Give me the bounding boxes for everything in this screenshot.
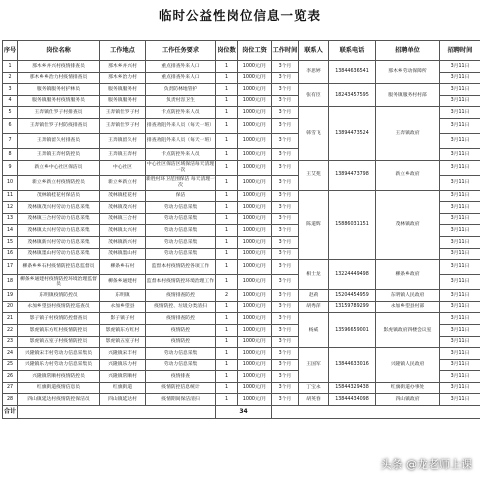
table-cell: 3月11日 — [440, 202, 480, 214]
table-cell: 卡点防控外来人员 — [146, 107, 216, 119]
table-cell: 4 — [3, 95, 18, 107]
table-cell: 5 — [3, 107, 18, 119]
table-cell: 劳动力信息采集 — [146, 348, 216, 360]
table-cell: 15 — [3, 236, 18, 248]
table-cell: 那木乡治力村 — [100, 72, 146, 84]
table-cell: 兴隆镇宋丰村劳动力信息采集员 — [18, 348, 100, 360]
table-cell: 影子镇子村 — [100, 313, 146, 325]
table-cell: 茂林镇桂花村保洁员 — [18, 190, 100, 202]
table-cell: 兴隆镇常顺村疫情防控员 — [18, 371, 100, 383]
table-cell: 永加乡望县村疫情防控巡查员 — [18, 301, 100, 313]
table-cell: 1 — [216, 175, 238, 190]
watermark-text: 头条 @龙老师上课 — [380, 458, 472, 471]
table-cell: 负责防林地管护 — [146, 84, 216, 96]
table-cell: 负责村容卫生 — [146, 95, 216, 107]
table-cell: 监督本村疫情防控各项工作 — [146, 260, 216, 275]
table-cell-contact: 胡英春 — [299, 394, 329, 406]
table-cell: 3 — [3, 84, 18, 96]
table-cell: 柳条乡通建村 — [100, 275, 146, 290]
table-cell: 3个月 — [272, 359, 299, 371]
table-cell: 1000元/月 — [238, 260, 272, 275]
table-cell-phone: 13844633016 — [329, 348, 376, 383]
table-cell: 3月11日 — [440, 248, 480, 260]
table-cell: 1000元/月 — [238, 190, 272, 202]
table-cell: 19 — [3, 290, 18, 302]
table-cell: 1000元/月 — [238, 175, 272, 190]
table-cell: 1 — [216, 260, 238, 275]
table-cell: 3月11日 — [440, 260, 480, 275]
table-cell: 茂林镇墨山村 — [100, 248, 146, 260]
table-cell: 劳动力信息采集 — [146, 213, 216, 225]
table-cell: 1000元/月 — [238, 248, 272, 260]
table-cell: 王奔镇仕罗子村 — [100, 118, 146, 133]
table-cell-contact: 李思婷 — [299, 61, 329, 84]
table-cell: 1000元/月 — [238, 72, 272, 84]
table-cell-contact: 杨威 — [299, 313, 329, 348]
table-cell: 3个月 — [272, 348, 299, 360]
table-cell: 26 — [3, 371, 18, 383]
table-cell: 3月11日 — [440, 95, 480, 107]
table-cell: 3个月 — [272, 160, 299, 175]
table-row — [3, 107, 480, 119]
column-header: 招聘单位 — [376, 41, 440, 61]
table-cell: 3个月 — [272, 133, 299, 148]
table-cell: 疫情防控、垃圾分类清扫 — [146, 301, 216, 313]
table-cell: 1 — [216, 84, 238, 96]
table-cell: 王奔镇王奔村 — [100, 148, 146, 160]
table-cell: 3个月 — [272, 225, 299, 237]
table-cell: 红旗街道 — [100, 382, 146, 394]
table-cell: 3月11日 — [440, 301, 480, 313]
table-cell: 3月11日 — [440, 324, 480, 336]
table-cell: 1000元/月 — [238, 133, 272, 148]
table-cell: 茂林镇新兴村 — [100, 236, 146, 248]
table-cell: 王奔镇仕罗子村 — [100, 107, 146, 119]
table-row — [3, 190, 480, 202]
table-cell: 13 — [3, 213, 18, 225]
table-cell: 保洁 — [146, 190, 216, 202]
table-cell: 1000元/月 — [238, 225, 272, 237]
table-cell: 那木乡并兴村疫情排查员 — [18, 61, 100, 73]
table-cell: 3月11日 — [440, 118, 480, 133]
table-cell: 1 — [216, 72, 238, 84]
table-cell: 3个月 — [272, 371, 299, 383]
table-cell: 6 — [3, 118, 18, 133]
table-cell: 1 — [216, 313, 238, 325]
table-cell-phone: 13894473524 — [329, 107, 376, 160]
table-cell: 3月11日 — [440, 84, 480, 96]
job-table-container — [2, 40, 480, 419]
table-cell: 中心社区 — [100, 160, 146, 175]
table-cell: 永加乡望县 — [100, 301, 146, 313]
table-cell: 1 — [216, 336, 238, 348]
table-cell: 茂林镇墨山村劳动力信息采集 — [18, 248, 100, 260]
table-cell-contact: 王国军 — [299, 348, 329, 383]
table-cell: 1000元/月 — [238, 382, 272, 394]
table-cell: 1 — [216, 301, 238, 313]
table-cell-unit: 服务镇服务村村部 — [376, 84, 440, 107]
table-cell: 23 — [3, 336, 18, 348]
table-cell: 茂林镇太兴村 — [100, 225, 146, 237]
table-cell-unit: 新立乡政府 — [376, 160, 440, 190]
table-cell: 王奔镇留久村 — [100, 133, 146, 148]
table-cell: 兴隆镇乐力村 — [100, 359, 146, 371]
table-cell: 服务镇服务村 — [100, 84, 146, 96]
table-cell: 22 — [3, 324, 18, 336]
table-cell: 兴隆镇常顺村 — [100, 371, 146, 383]
total-blank-cell — [18, 406, 216, 419]
table-cell: 红旗街道疫情信息员 — [18, 382, 100, 394]
table-cell: 茂林镇茂兴村 — [100, 202, 146, 214]
table-cell: 3个月 — [272, 107, 299, 119]
table-row — [3, 260, 480, 275]
column-header: 工作时间 — [272, 41, 299, 61]
table-cell: 3月11日 — [440, 336, 480, 348]
table-row — [3, 313, 480, 325]
column-header: 工作地点 — [100, 41, 146, 61]
table-cell: 3个月 — [272, 72, 299, 84]
table-cell: 新立乡新立村疫情防控员 — [18, 175, 100, 190]
table-cell-contact: 王艾苑 — [299, 160, 329, 190]
table-cell: 王奔镇仕罗子村排查员 — [18, 107, 100, 119]
table-cell: 1000元/月 — [238, 202, 272, 214]
table-cell: 18 — [3, 275, 18, 290]
table-cell: 1 — [216, 202, 238, 214]
total-blank-cell — [272, 406, 480, 419]
table-cell-phone: 13894473798 — [329, 160, 376, 190]
table-cell: 茂林镇桂花村 — [100, 190, 146, 202]
table-cell: 3个月 — [272, 248, 299, 260]
table-cell: 柳条乡石村 — [100, 260, 146, 275]
table-cell-unit: 红旗街道办事处 — [376, 382, 440, 394]
total-count: 34 — [216, 406, 272, 419]
table-cell: 3个月 — [272, 61, 299, 73]
table-cell: 东明镇 — [100, 290, 146, 302]
table-cell: 卡点防控外来人员 — [146, 148, 216, 160]
table-cell-unit: 四山镇政府 — [376, 394, 440, 406]
table-cell: 王奔镇王奔村防控员 — [18, 148, 100, 160]
table-cell: 王奔镇仕罗子村防疫排查员 — [18, 118, 100, 133]
table-cell: 17 — [3, 260, 18, 275]
table-cell: 1000元/月 — [238, 160, 272, 175]
table-cell: 2 — [3, 72, 18, 84]
table-cell: 1000元/月 — [238, 290, 272, 302]
table-row — [3, 301, 480, 313]
table-cell-phone: 13844636541 — [329, 61, 376, 84]
table-cell: 1 — [216, 236, 238, 248]
table-cell: 疫情防控 — [146, 324, 216, 336]
table-cell: 1000元/月 — [238, 213, 272, 225]
table-cell: 3月11日 — [440, 190, 480, 202]
column-header: 联系人 — [299, 41, 329, 61]
table-cell: 1 — [216, 275, 238, 290]
table-cell: 1000元/月 — [238, 394, 272, 406]
table-cell-unit: 茂林镇政府 — [376, 190, 440, 260]
table-cell: 监督本村疫情防控环境治理工作 — [146, 275, 216, 290]
page-title: 临时公益性岗位信息一览表 — [158, 8, 321, 23]
table-cell: 那木乡乡治力村疫情排查员 — [18, 72, 100, 84]
table-cell: 2 — [216, 290, 238, 302]
table-cell: 1 — [216, 190, 238, 202]
table-cell-phone: 13844434098 — [329, 394, 376, 406]
table-cell: 3月11日 — [440, 371, 480, 383]
column-header: 工作任务要求 — [146, 41, 216, 61]
table-cell: 16 — [3, 248, 18, 260]
table-cell: 11 — [3, 190, 18, 202]
table-row — [3, 382, 480, 394]
table-cell-contact: 韩雪飞 — [299, 107, 329, 160]
table-cell: 1000元/月 — [238, 84, 272, 96]
table-cell: 中心社区保洁区域保洁每天清理一次 — [146, 160, 216, 175]
table-cell-phone: 15886031151 — [329, 190, 376, 260]
table-cell: 8 — [3, 148, 18, 160]
table-cell: 3个月 — [272, 202, 299, 214]
table-cell: 1000元/月 — [238, 371, 272, 383]
table-cell: 1 — [216, 95, 238, 107]
table-cell: 1 — [3, 61, 18, 73]
table-cell: 新胜村环卫范围保洁 每天清理一次 — [146, 175, 216, 190]
table-cell: 14 — [3, 225, 18, 237]
table-cell: 1 — [216, 133, 238, 148]
table-cell: 3个月 — [272, 324, 299, 336]
table-cell: 那木乡并兴村 — [100, 61, 146, 73]
table-cell: 茂林镇三合村 — [100, 213, 146, 225]
table-cell-unit: 永加乡望县村部 — [376, 301, 440, 313]
table-cell: 茂林镇新兴村劳动力信息采集 — [18, 236, 100, 248]
table-cell: 3个月 — [272, 213, 299, 225]
table-cell: 服务镇服务村疫情服务员 — [18, 95, 100, 107]
table-cell: 影虎镇五室子村疫情防控员 — [18, 336, 100, 348]
table-cell: 疫情期间保洁清扫 — [146, 394, 216, 406]
table-cell: 3月11日 — [440, 236, 480, 248]
table-row — [3, 61, 480, 73]
table-row — [3, 394, 480, 406]
table-cell: 东明镇疫情防控员 — [18, 290, 100, 302]
total-label: 合计 — [3, 406, 18, 419]
column-header: 岗位数 — [216, 41, 238, 61]
table-cell: 服务镇服务村 — [100, 95, 146, 107]
table-cell: 影子镇子村疫情防控督查员 — [18, 313, 100, 325]
table-cell-unit: 兴隆镇人民政府 — [376, 348, 440, 383]
table-cell: 1 — [216, 382, 238, 394]
table-cell: 3个月 — [272, 336, 299, 348]
table-cell: 新立乡中心社区保洁员 — [18, 160, 100, 175]
table-cell: 疫情排查 — [146, 371, 216, 383]
table-cell: 疫情排查防控 — [146, 290, 216, 302]
table-cell: 3个月 — [272, 236, 299, 248]
table-cell: 疫情防控 — [146, 336, 216, 348]
table-cell: 27 — [3, 382, 18, 394]
column-header: 岗位名称 — [18, 41, 100, 61]
table-cell: 3个月 — [272, 301, 299, 313]
table-cell: 1 — [216, 107, 238, 119]
table-cell-contact: 丁宝永 — [299, 382, 329, 394]
table-cell: 服务镇服务村护林员 — [18, 84, 100, 96]
table-cell: 24 — [3, 348, 18, 360]
table-cell: 劳动力信息采集 — [146, 248, 216, 260]
table-cell: 劳动力信息采集 — [146, 359, 216, 371]
table-row — [3, 84, 480, 96]
table-cell: 25 — [3, 359, 18, 371]
table-cell: 1 — [216, 118, 238, 133]
table-cell: 3月11日 — [440, 225, 480, 237]
table-cell-contact: 赵莉 — [299, 290, 329, 302]
table-cell: 3个月 — [272, 118, 299, 133]
table-cell: 10 — [3, 175, 18, 190]
table-cell: 柳条乡通建村疫情防控环境治理监督员 — [18, 275, 100, 290]
table-cell: 7 — [3, 133, 18, 148]
table-cell: 3月11日 — [440, 61, 480, 73]
table-cell: 1 — [216, 248, 238, 260]
table-cell: 3个月 — [272, 290, 299, 302]
table-cell: 1000元/月 — [238, 301, 272, 313]
table-cell-contact: 胡秀萍 — [299, 301, 329, 313]
table-cell: 3月11日 — [440, 275, 480, 290]
table-cell: 影虎镇东方红村 — [100, 324, 146, 336]
table-cell: 3个月 — [272, 84, 299, 96]
table-cell: 1000元/月 — [238, 348, 272, 360]
table-cell: 3月11日 — [440, 348, 480, 360]
job-table — [2, 40, 480, 419]
table-cell: 3个月 — [272, 175, 299, 190]
table-row — [3, 348, 480, 360]
table-cell: 12 — [3, 202, 18, 214]
table-cell: 3月11日 — [440, 148, 480, 160]
table-cell: 疫情排查防控 — [146, 313, 216, 325]
table-cell: 3个月 — [272, 275, 299, 290]
table-cell: 茂林镇三合村劳动力信息采集 — [18, 213, 100, 225]
table-cell: 1000元/月 — [238, 324, 272, 336]
table-cell: 1 — [216, 359, 238, 371]
table-cell: 20 — [3, 301, 18, 313]
table-cell: 1 — [216, 324, 238, 336]
table-cell: 1 — [216, 394, 238, 406]
table-cell-phone: 13596659001 — [329, 313, 376, 348]
table-cell-contact: 陈道辉 — [299, 190, 329, 260]
table-cell: 21 — [3, 313, 18, 325]
table-cell: 1 — [216, 148, 238, 160]
table-cell: 3月11日 — [440, 160, 480, 175]
table-cell: 王奔镇留久村排查员 — [18, 133, 100, 148]
table-cell-unit: 东明镇人民政府 — [376, 290, 440, 302]
table-cell: 柳条乡乡石村疫情防控信息监督员 — [18, 260, 100, 275]
table-cell: 疫情防控信息统计 — [146, 382, 216, 394]
table-cell: 新立乡新立村 — [100, 175, 146, 190]
table-cell-phone: 13159789299 — [329, 301, 376, 313]
table-cell: 四山镇延达村 — [100, 394, 146, 406]
table-cell: 排查劝阻外来人员（每天一班） — [146, 133, 216, 148]
table-cell: 1000元/月 — [238, 359, 272, 371]
total-row — [3, 406, 480, 419]
table-body — [3, 61, 480, 419]
table-cell: 28 — [3, 394, 18, 406]
table-cell: 1000元/月 — [238, 148, 272, 160]
table-cell-phone: 15204454959 — [329, 290, 376, 302]
table-cell: 排查劝阻外来人员（每天一班） — [146, 118, 216, 133]
table-cell: 兴隆镇宋丰村 — [100, 348, 146, 360]
table-cell-unit: 影虎镇政府四楼会议室 — [376, 313, 440, 348]
table-cell: 重点排查外来人口 — [146, 72, 216, 84]
table-cell: 3月11日 — [440, 394, 480, 406]
table-cell: 茂林镇太兴村劳动力信息采集 — [18, 225, 100, 237]
table-cell: 劳动力信息采集 — [146, 202, 216, 214]
table-cell: 3月11日 — [440, 313, 480, 325]
table-cell: 影虎镇东方红村疫情防控员 — [18, 324, 100, 336]
column-header: 联系电话 — [329, 41, 376, 61]
table-cell: 劳动力信息采集 — [146, 236, 216, 248]
table-cell: 3月11日 — [440, 72, 480, 84]
table-cell: 3个月 — [272, 148, 299, 160]
table-row — [3, 160, 480, 175]
table-cell: 1000元/月 — [238, 275, 272, 290]
table-cell: 影虎镇五室子村 — [100, 336, 146, 348]
column-header: 岗位工资 — [238, 41, 272, 61]
table-cell: 3个月 — [272, 190, 299, 202]
table-cell-phone: 13224449498 — [329, 260, 376, 290]
table-cell: 3月11日 — [440, 175, 480, 190]
column-header: 序号 — [3, 41, 18, 61]
table-cell: 1000元/月 — [238, 236, 272, 248]
table-cell: 3个月 — [272, 394, 299, 406]
table-cell: 1 — [216, 213, 238, 225]
table-cell: 茂林镇茂兴村劳动力信息采集 — [18, 202, 100, 214]
table-row — [3, 290, 480, 302]
table-cell-unit: 柳条乡政府 — [376, 260, 440, 290]
table-cell: 9 — [3, 160, 18, 175]
column-header: 招聘时间 — [440, 41, 480, 61]
table-cell: 1000元/月 — [238, 107, 272, 119]
table-cell: 3月11日 — [440, 213, 480, 225]
table-cell: 兴隆镇乐力村劳动力信息采集员 — [18, 359, 100, 371]
table-cell-unit: 那木乡劳动保障所 — [376, 61, 440, 84]
table-cell: 重点排查外来人口 — [146, 61, 216, 73]
table-cell-contact: 相士龙 — [299, 260, 329, 290]
table-cell: 1 — [216, 160, 238, 175]
table-header-row — [3, 41, 480, 61]
table-cell: 1 — [216, 348, 238, 360]
table-cell: 劳动力信息采集 — [146, 225, 216, 237]
table-cell: 3个月 — [272, 382, 299, 394]
table-cell-phone: 15844329438 — [329, 382, 376, 394]
table-cell: 3月11日 — [440, 382, 480, 394]
table-cell: 3月11日 — [440, 359, 480, 371]
table-cell: 四山镇延达村疫情防控保洁员 — [18, 394, 100, 406]
table-cell: 3个月 — [272, 95, 299, 107]
table-cell: 3月11日 — [440, 107, 480, 119]
table-cell-unit: 王奔镇政府 — [376, 107, 440, 160]
table-cell: 3月11日 — [440, 133, 480, 148]
table-cell: 1 — [216, 371, 238, 383]
table-cell: 3个月 — [272, 313, 299, 325]
table-cell: 3月11日 — [440, 290, 480, 302]
table-cell: 1000元/月 — [238, 95, 272, 107]
table-cell: 1000元/月 — [238, 336, 272, 348]
table-cell: 1000元/月 — [238, 61, 272, 73]
table-cell: 3个月 — [272, 260, 299, 275]
table-cell: 1 — [216, 61, 238, 73]
table-cell: 1000元/月 — [238, 313, 272, 325]
table-cell: 1000元/月 — [238, 118, 272, 133]
table-cell-contact: 张有臣 — [299, 84, 329, 107]
table-cell: 1 — [216, 225, 238, 237]
table-cell-phone: 18243457595 — [329, 84, 376, 107]
